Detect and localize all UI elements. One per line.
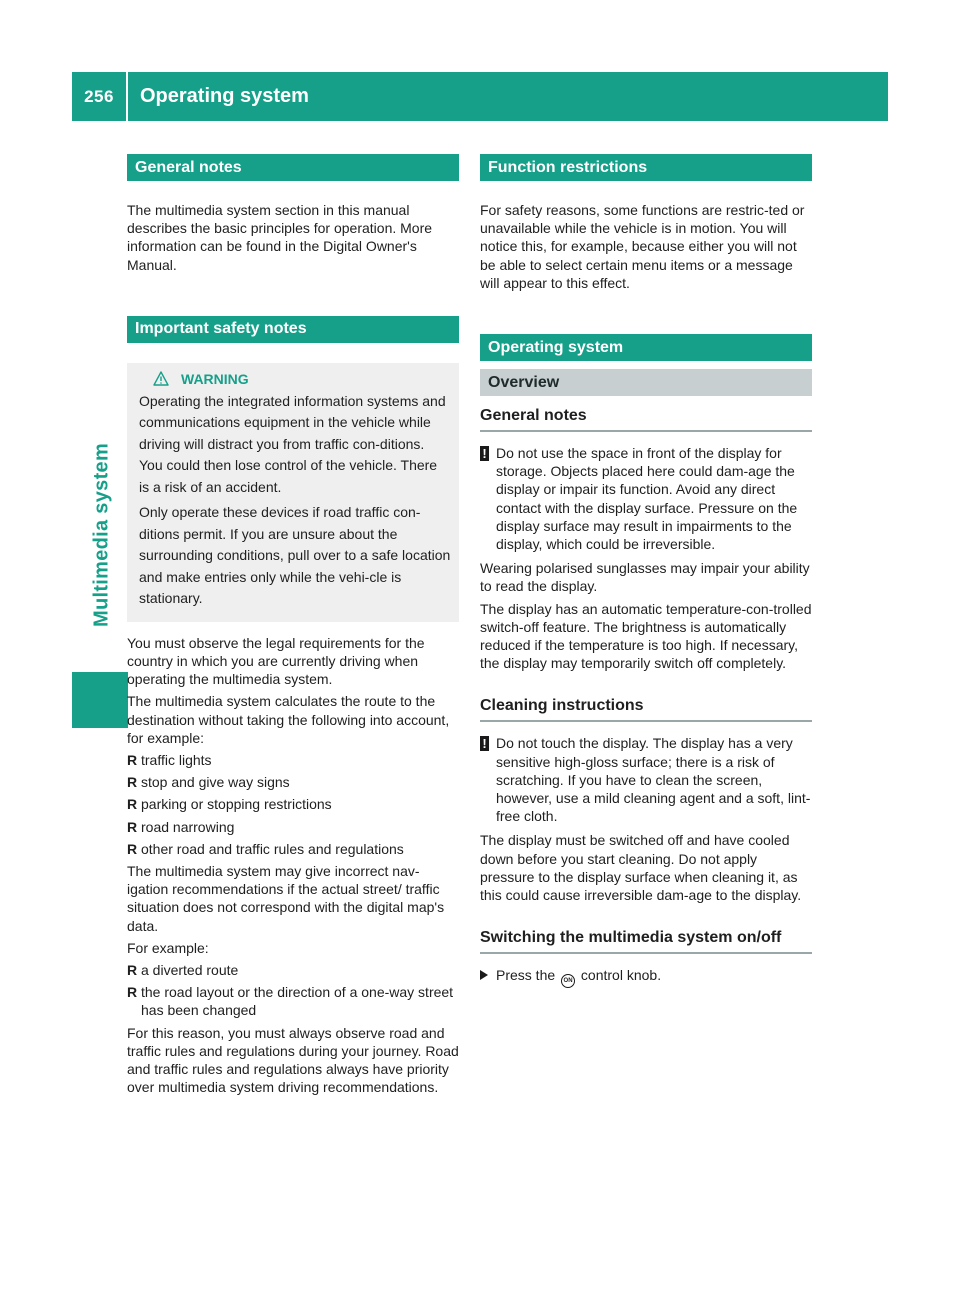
- paragraph: For example:: [127, 939, 209, 956]
- header-bar: [72, 72, 888, 121]
- on-knob-icon: ON: [561, 974, 575, 988]
- bullet-icon: R: [127, 984, 138, 1001]
- paragraph: The multimedia system may give incorrect nav-igation recommendations if the actual street/ traffic situation does not correspond with the digital map's data.: [127, 863, 445, 934]
- subheading-overview: Overview: [480, 369, 812, 396]
- warning-box: [127, 363, 459, 622]
- bullet-icon: R: [127, 774, 138, 791]
- bullet-icon: R: [127, 752, 138, 769]
- paragraph: For this reason, you must always observe road and traffic rules and regulations during your journey. Road and traffic rules and regulations always have priority over multimedia system driving recommendations.: [127, 1024, 459, 1096]
- heading-switching-on-off: Switching the multimedia system on/off: [480, 928, 812, 954]
- list-item: R other road and traffic rules and regulations: [127, 840, 404, 857]
- warning-label: WARNING: [181, 370, 249, 387]
- action-step: Press the ON control knob.: [480, 966, 812, 988]
- list-item: R parking or stopping restrictions: [127, 796, 332, 813]
- note: ! Do not touch the display. The display has a very sensitive high-gloss surface; there is a risk of scratching. If you have to clean the screen, however, use a mild cleaning agent and a soft, lint-free cloth.: [480, 734, 812, 825]
- page-title: Operating system: [140, 85, 309, 107]
- bullet-list: [127, 961, 459, 1020]
- bullet-icon: R: [127, 818, 138, 835]
- section-heading-function-restrictions: Function restrictions: [480, 154, 812, 181]
- general-notes-text: The multimedia system section in this manual describes the basic principles for operation. More information can be found in the Digital Owner's Manual.: [127, 202, 433, 273]
- section-heading-general-notes: General notes: [127, 154, 459, 181]
- left-column: [127, 154, 459, 1100]
- paragraph: The display has an automatic temperature-con-trolled switch-off feature. The brightness is automatically reduced if the temperature is too high. If necessary, the display may temporarily switch off completely.: [480, 600, 812, 672]
- arrow-right-icon: [480, 970, 488, 980]
- heading-general-notes: General notes: [480, 406, 812, 432]
- heading-cleaning-instructions: Cleaning instructions: [480, 696, 812, 722]
- warning-paragraph: Only operate these devices if road traffic con-ditions permit. If you are unsure about the surrounding conditions, pull over to a safe location and make entries only while the vehi-cle is stationary.: [139, 504, 451, 607]
- exclamation-icon: !: [480, 736, 489, 751]
- side-tab-label: Multimedia system: [90, 442, 113, 628]
- section-heading-safety-notes: Important safety notes: [127, 316, 459, 343]
- list-item: R road narrowing: [127, 818, 235, 835]
- warning-paragraph: Operating the integrated information systems and communications equipment in the vehicle while driving will distract you from traffic con-ditions. You could then lose control of the vehicle. There is a risk of an accident.: [139, 392, 446, 495]
- section-heading-operating-system: Operating system: [480, 334, 812, 361]
- exclamation-icon: !: [480, 446, 489, 461]
- page-number: 256: [72, 72, 128, 121]
- warning-triangle-icon: [153, 371, 169, 386]
- paragraph: Wearing polarised sunglasses may impair your ability to read the display.: [480, 560, 810, 595]
- restrictions-text: For safety reasons, some functions are restric-ted or unavailable while the vehicle is in motion. You will notice this, for example, because either you will not be able to select certain menu items or a message will appear to this effect.: [480, 202, 805, 291]
- note: ! Do not use the space in front of the display for storage. Objects placed here could dam-age the display or impair its function. Avoid any direct contact with the display surface. Pressure on the display surface may result in impairments to the display, which could be irreversible.: [480, 444, 812, 553]
- list-item: R the road layout or the direction of a one-way street has been changed: [127, 984, 454, 1019]
- bullet-icon: R: [127, 796, 138, 813]
- warning-header: [139, 371, 451, 387]
- right-column: [480, 154, 812, 988]
- list-item: R a diverted route: [127, 962, 239, 979]
- side-tab-marker: [72, 672, 128, 728]
- paragraph: The multimedia system calculates the route to the destination without taking the following into account, for example:: [127, 693, 450, 746]
- list-item: R stop and give way signs: [127, 774, 290, 791]
- paragraph: The display must be switched off and have cooled down before you start cleaning. Do not apply pressure to the display surface when cleaning it, as this could cause irreversible dam-age to the display.: [480, 832, 802, 904]
- bullet-icon: R: [127, 840, 138, 857]
- bullet-list: [127, 751, 459, 858]
- paragraph: You must observe the legal requirements for the country in which you are currently driving when operating the multimedia system.: [127, 634, 425, 688]
- bullet-icon: R: [127, 962, 138, 979]
- list-item: R traffic lights: [127, 752, 212, 769]
